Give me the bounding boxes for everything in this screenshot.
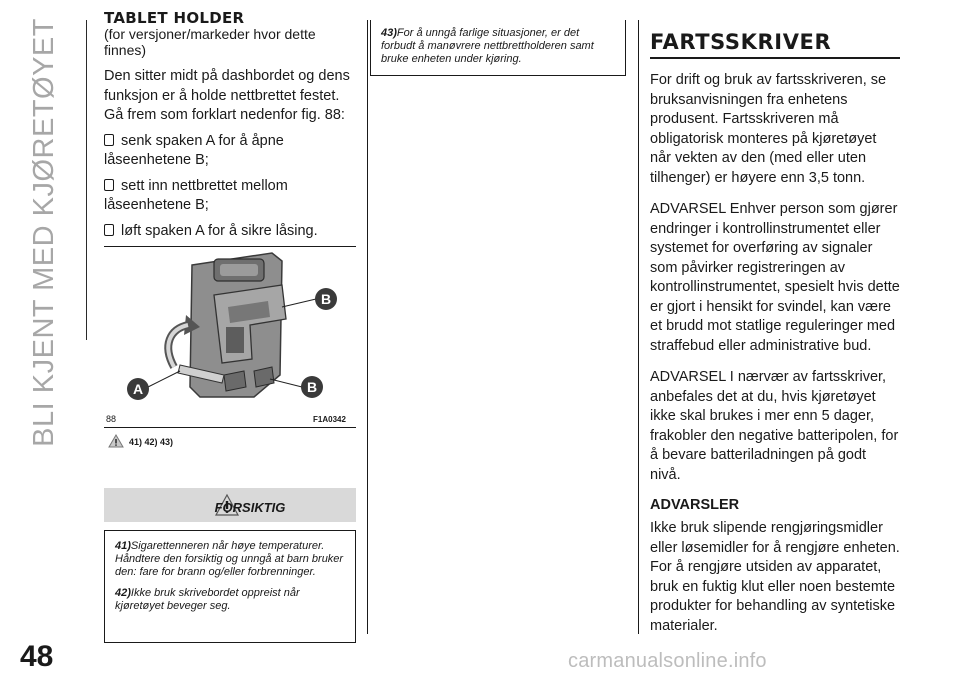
side-divider bbox=[86, 20, 87, 340]
paragraph: ADVARSEL Enhver person som gjører endringer i kontrollinstrumentet eller systemet for overføring av signaler som påvirker registreringen av kontrollinstrumentet, spesielt hvis dette er gjort i hensikt for svindel, kan være et brudd mot statlige reguleringer med straffebud eller administrative bud. bbox=[650, 201, 900, 354]
paragraph: Ikke bruk slipende rengjøringsmidler eller løsemidler for å rengjøre enheten. For å rengjøre utsiden av apparatet, bruk en fuktig klut eller noen bestemte produkter for behandling av syntetiske materialer. bbox=[650, 520, 900, 634]
column-divider bbox=[367, 20, 368, 634]
subheading: ADVARSLER bbox=[650, 497, 740, 513]
paragraph: For drift og bruk av fartsskriveren, se bruksanvisningen fra enhetens produsent. Fartsskriveren må obligatorisk monteres på kjøretøyet når vekten av den (med eller uten tilhenger) er høyere enn 3,5 tonn. bbox=[650, 72, 887, 186]
label-a: A bbox=[132, 381, 144, 397]
section-title: TABLET HOLDER bbox=[104, 9, 245, 27]
caution-title: FORSIKTIG bbox=[214, 500, 286, 515]
label-b-top: B bbox=[320, 291, 332, 307]
label-b-bottom: B bbox=[306, 379, 318, 395]
note-42: 42)Ikke bruk skrivebordet oppreist når kjøretøyet beveger seg. bbox=[115, 587, 300, 612]
caution-notes-continued bbox=[370, 20, 626, 76]
note-43: 43)For å unngå farlige situasjoner, er det forbudt å manøvrere nettbrettholderen samt bruke enheten under kjøring. bbox=[381, 27, 594, 65]
caution-header bbox=[104, 488, 356, 522]
tablet-holder-section bbox=[104, 10, 356, 247]
step-item: sett inn nettbrettet mellom låseenhetene B; bbox=[104, 177, 288, 213]
checkbox-bullet-icon bbox=[104, 134, 114, 146]
checkbox-bullet-icon bbox=[104, 179, 114, 191]
tablet-holder-illustration bbox=[104, 247, 356, 427]
checkbox-bullet-icon bbox=[104, 224, 114, 236]
watermark: carmanualsonline.info bbox=[568, 650, 767, 672]
step-item: senk spaken A for å åpne låseenhetene B; bbox=[104, 132, 284, 168]
figure-tablet-holder bbox=[104, 246, 356, 428]
side-section-title: BLI KJENT MED KJØRETØYET bbox=[27, 18, 60, 447]
warning-triangle-icon bbox=[108, 434, 124, 450]
intro-paragraph: Den sitter midt på dashbordet og dens funksjon er å holde nettbrettet festet. Gå frem som forklart nedenfor fig. 88: bbox=[104, 68, 350, 123]
warning-references: 41) 42) 43) bbox=[108, 434, 173, 450]
paragraph: ADVARSEL I nærvær av fartsskriver, anbefales det at du, hvis kjøretøyet ikke skal brukes i mer enn 5 dager, frakobler den negative batteripolen, for å bevare batteriladningen på godt nivå. bbox=[650, 369, 899, 483]
step-item: løft spaken A for å sikre låsing. bbox=[104, 222, 356, 242]
column-divider bbox=[638, 20, 639, 634]
caution-notes bbox=[104, 530, 356, 643]
section-title: FARTSSKRIVER bbox=[650, 30, 900, 59]
figure-number: 88 bbox=[106, 414, 117, 424]
tachograph-section bbox=[650, 30, 900, 636]
page-number: 48 bbox=[20, 640, 54, 673]
section-subtitle: (for versjoner/markeder hvor dette finnes) bbox=[104, 26, 316, 58]
figure-code: F1A0342 bbox=[313, 415, 346, 424]
note-41: 41)Sigarettenneren når høye temperaturer. Håndtere den forsiktig og unngå at barn bruker den: fare for brann og/eller forbrenninger. bbox=[115, 540, 344, 578]
